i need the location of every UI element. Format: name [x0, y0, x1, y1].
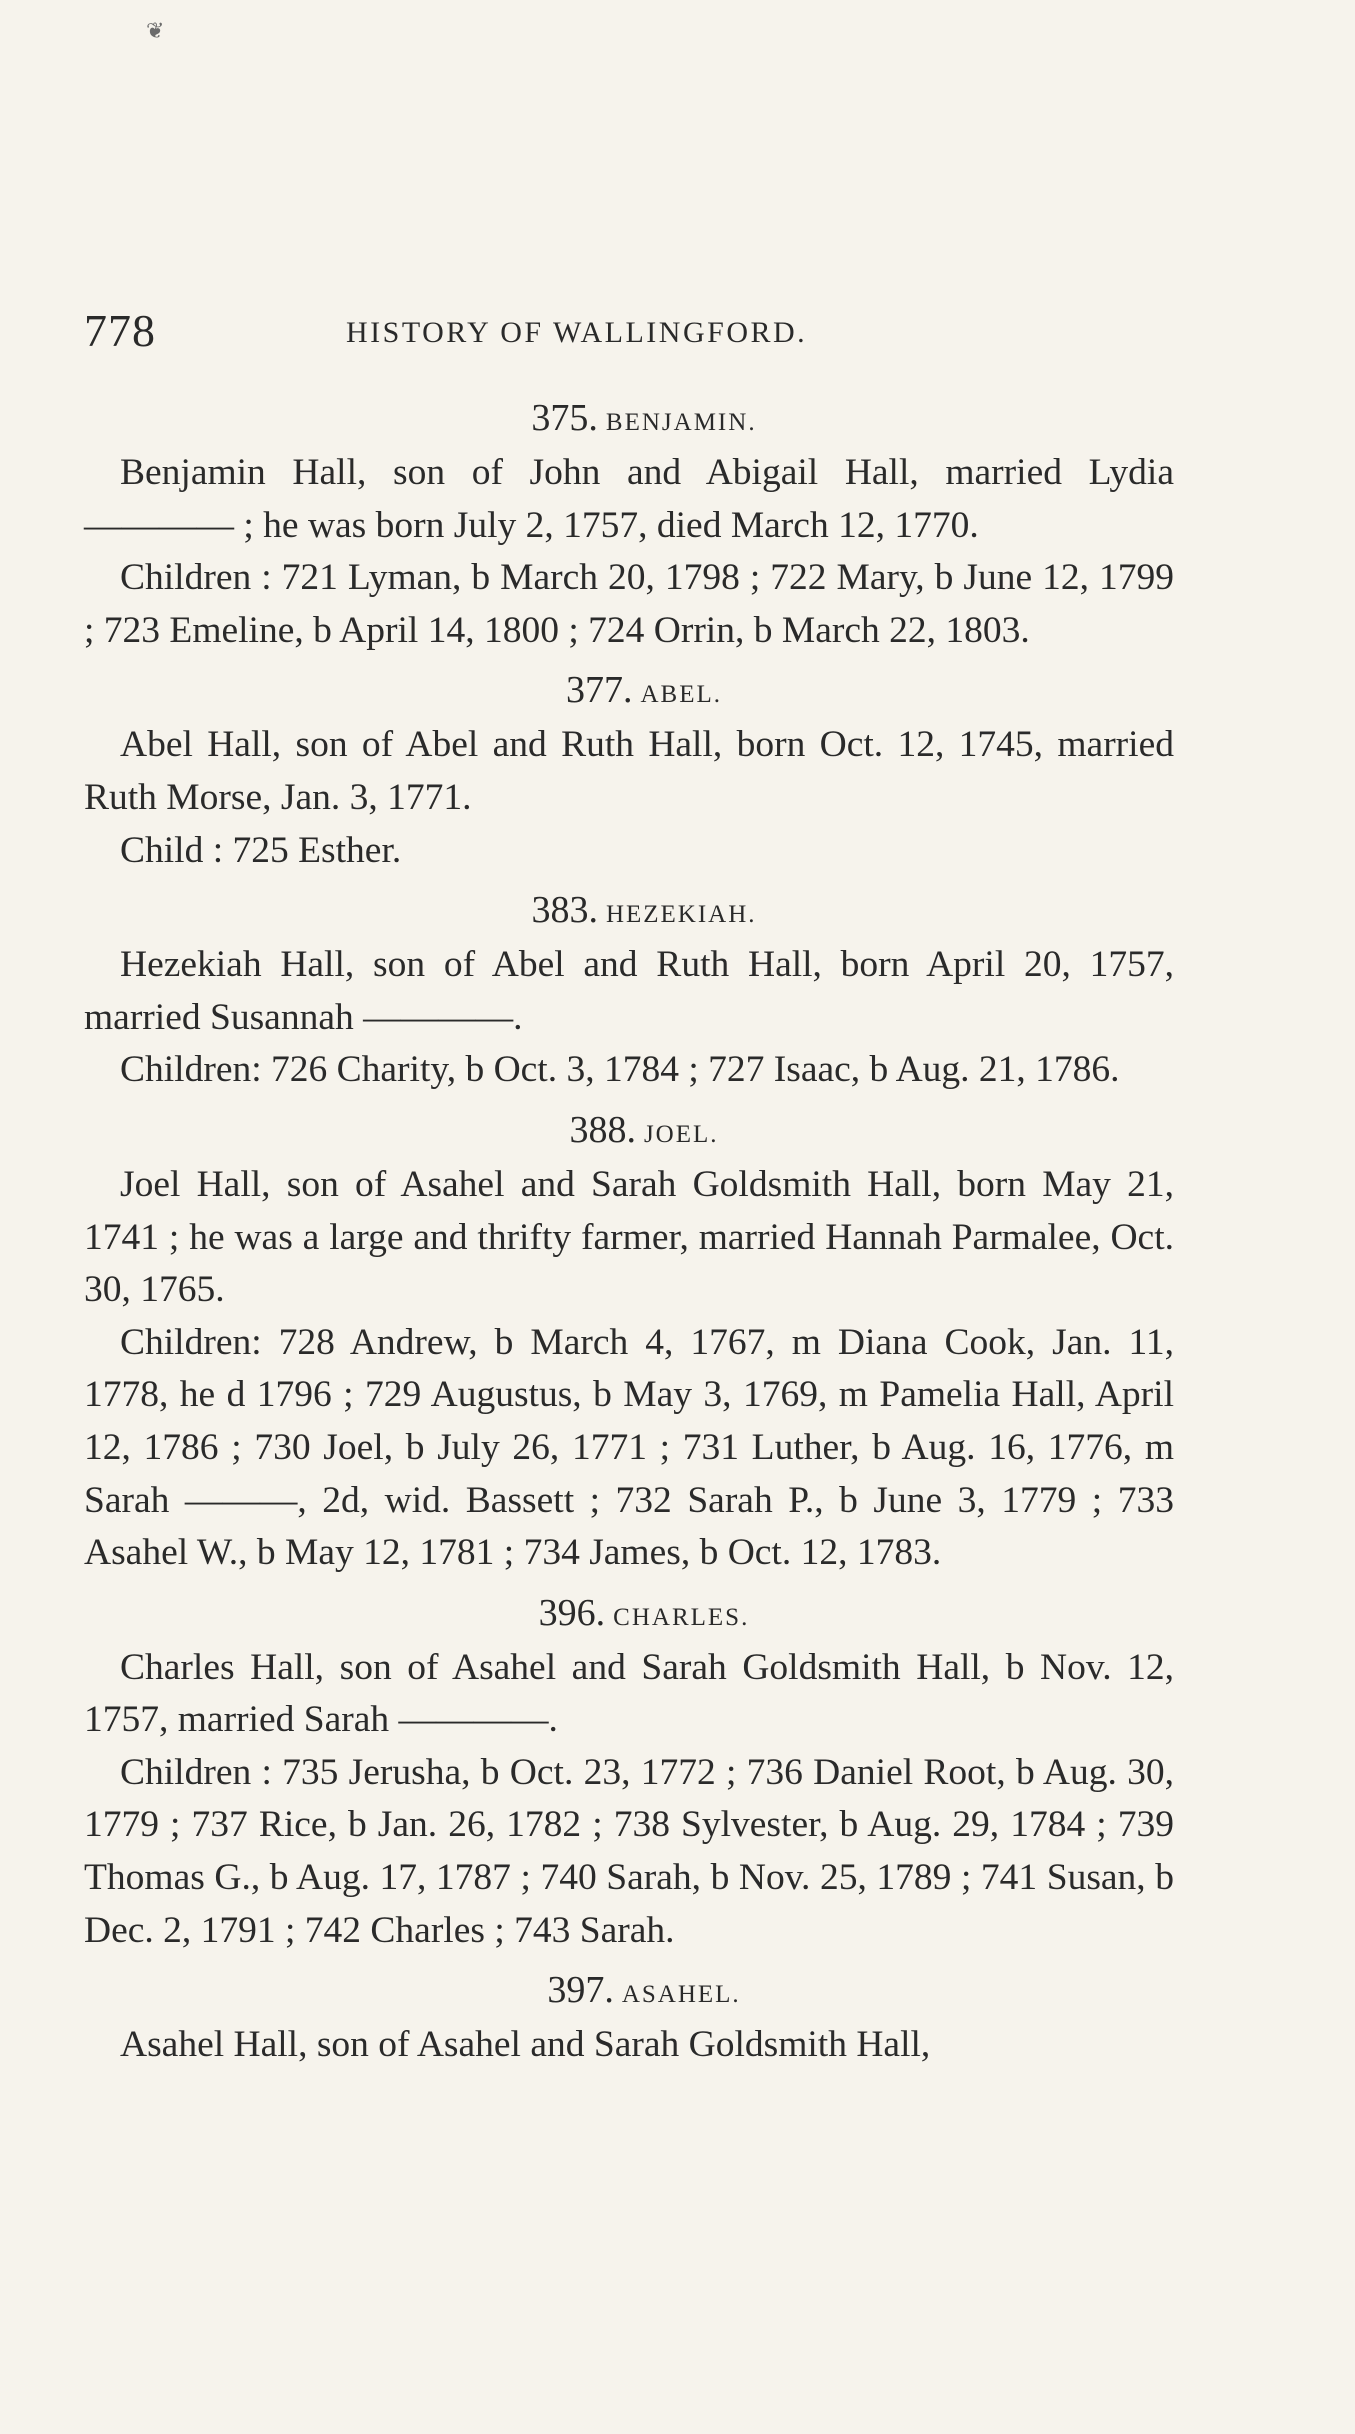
entry-number: 377.: [565, 669, 633, 712]
entry-name: ABEL.: [640, 681, 723, 709]
running-title: HISTORY OF WALLINGFORD.: [346, 316, 808, 349]
entry-heading: [84, 1957, 1174, 2019]
entry-paragraph: Charles Hall, son of Asahel and Sarah Goldsmith Hall, b Nov. 12, 1757, married Sarah ————.: [84, 1646, 1174, 1741]
entry-heading: [84, 385, 1174, 447]
entry-number: 388.: [569, 1108, 636, 1151]
printer-mark: ❦: [146, 18, 165, 43]
entry-paragraph: Joel Hall, son of Asahel and Sarah Goldsmith Hall, born May 21, 1741 ; he was a large and thrifty farmer, married Hannah Parmalee, Oct. 30, 1765.: [84, 1163, 1174, 1311]
running-head: [84, 300, 1174, 360]
page-number: 778: [84, 305, 156, 356]
entry-name: HEZEKIAH.: [605, 901, 757, 929]
entry-name: JOEL.: [643, 1120, 719, 1148]
entry-heading: [84, 877, 1174, 939]
entry-name: BENJAMIN.: [605, 409, 757, 436]
entry-paragraph: Children : 721 Lyman, b March 20, 1798 ; 722 Mary, b June 12, 1799 ; 723 Emeline, b April 14, 1800 ; 724 Orrin, b March 22, 1803.: [84, 557, 1174, 651]
entry-number: 375.: [531, 397, 598, 439]
entry-paragraph: Child : 725 Esther.: [120, 829, 402, 871]
entry-heading: [84, 1097, 1174, 1159]
entry-number: 397.: [547, 1969, 614, 2012]
entry-name: CHARLES.: [613, 1603, 750, 1631]
body-text: [84, 385, 1174, 2072]
entry-heading: [84, 657, 1174, 719]
entry-paragraph: Hezekiah Hall, son of Abel and Ruth Hall, born April 20, 1757, married Susannah ————.: [84, 944, 1174, 1038]
entry-paragraph: Children: 728 Andrew, b March 4, 1767, m Diana Cook, Jan. 11, 1778, he d 1796 ; 729 Augustus, b May 3, 1769, m Pamelia Hall, April 12, 1786 ; 730 Joel, b July 26, 1771 ; 731 Luther, b Aug. 16, 1776, m Sarah ———, 2d, wid. Bassett ; 732 Sarah P., b June 3, 1779 ; 733 Asahel W., b May 12, 1781 ; 734 James, b Oct. 12, 1783.: [84, 1321, 1174, 1574]
entry-paragraph: Asahel Hall, son of Asahel and Sarah Goldsmith Hall,: [120, 2024, 931, 2066]
entry-paragraph: Benjamin Hall, son of John and Abigail Hall, married Lydia ———— ; he was born July 2, 1757, died March 12, 1770.: [84, 452, 1174, 546]
entry-number: 383.: [531, 889, 598, 932]
entry-number: 396.: [538, 1591, 606, 1634]
entry-paragraph: Children : 735 Jerusha, b Oct. 23, 1772 ; 736 Daniel Root, b Aug. 30, 1779 ; 737 Rice, b Jan. 26, 1782 ; 738 Sylvester, b Aug. 29, 1784 ; 739 Thomas G., b Aug. 17, 1787 ; 740 Sarah, b Nov. 25, 1789 ; 741 Susan, b Dec. 2, 1791 ; 742 Charles ; 743 Sarah.: [84, 1751, 1174, 1951]
entry-paragraph: Children: 726 Charity, b Oct. 3, 1784 ; 727 Isaac, b Aug. 21, 1786.: [120, 1049, 1120, 1091]
entry-paragraph: Abel Hall, son of Abel and Ruth Hall, born Oct. 12, 1745, married Ruth Morse, Jan. 3, 1771.: [84, 724, 1174, 818]
entry-heading: [84, 1580, 1174, 1642]
entry-name: ASAHEL.: [621, 1981, 741, 2009]
